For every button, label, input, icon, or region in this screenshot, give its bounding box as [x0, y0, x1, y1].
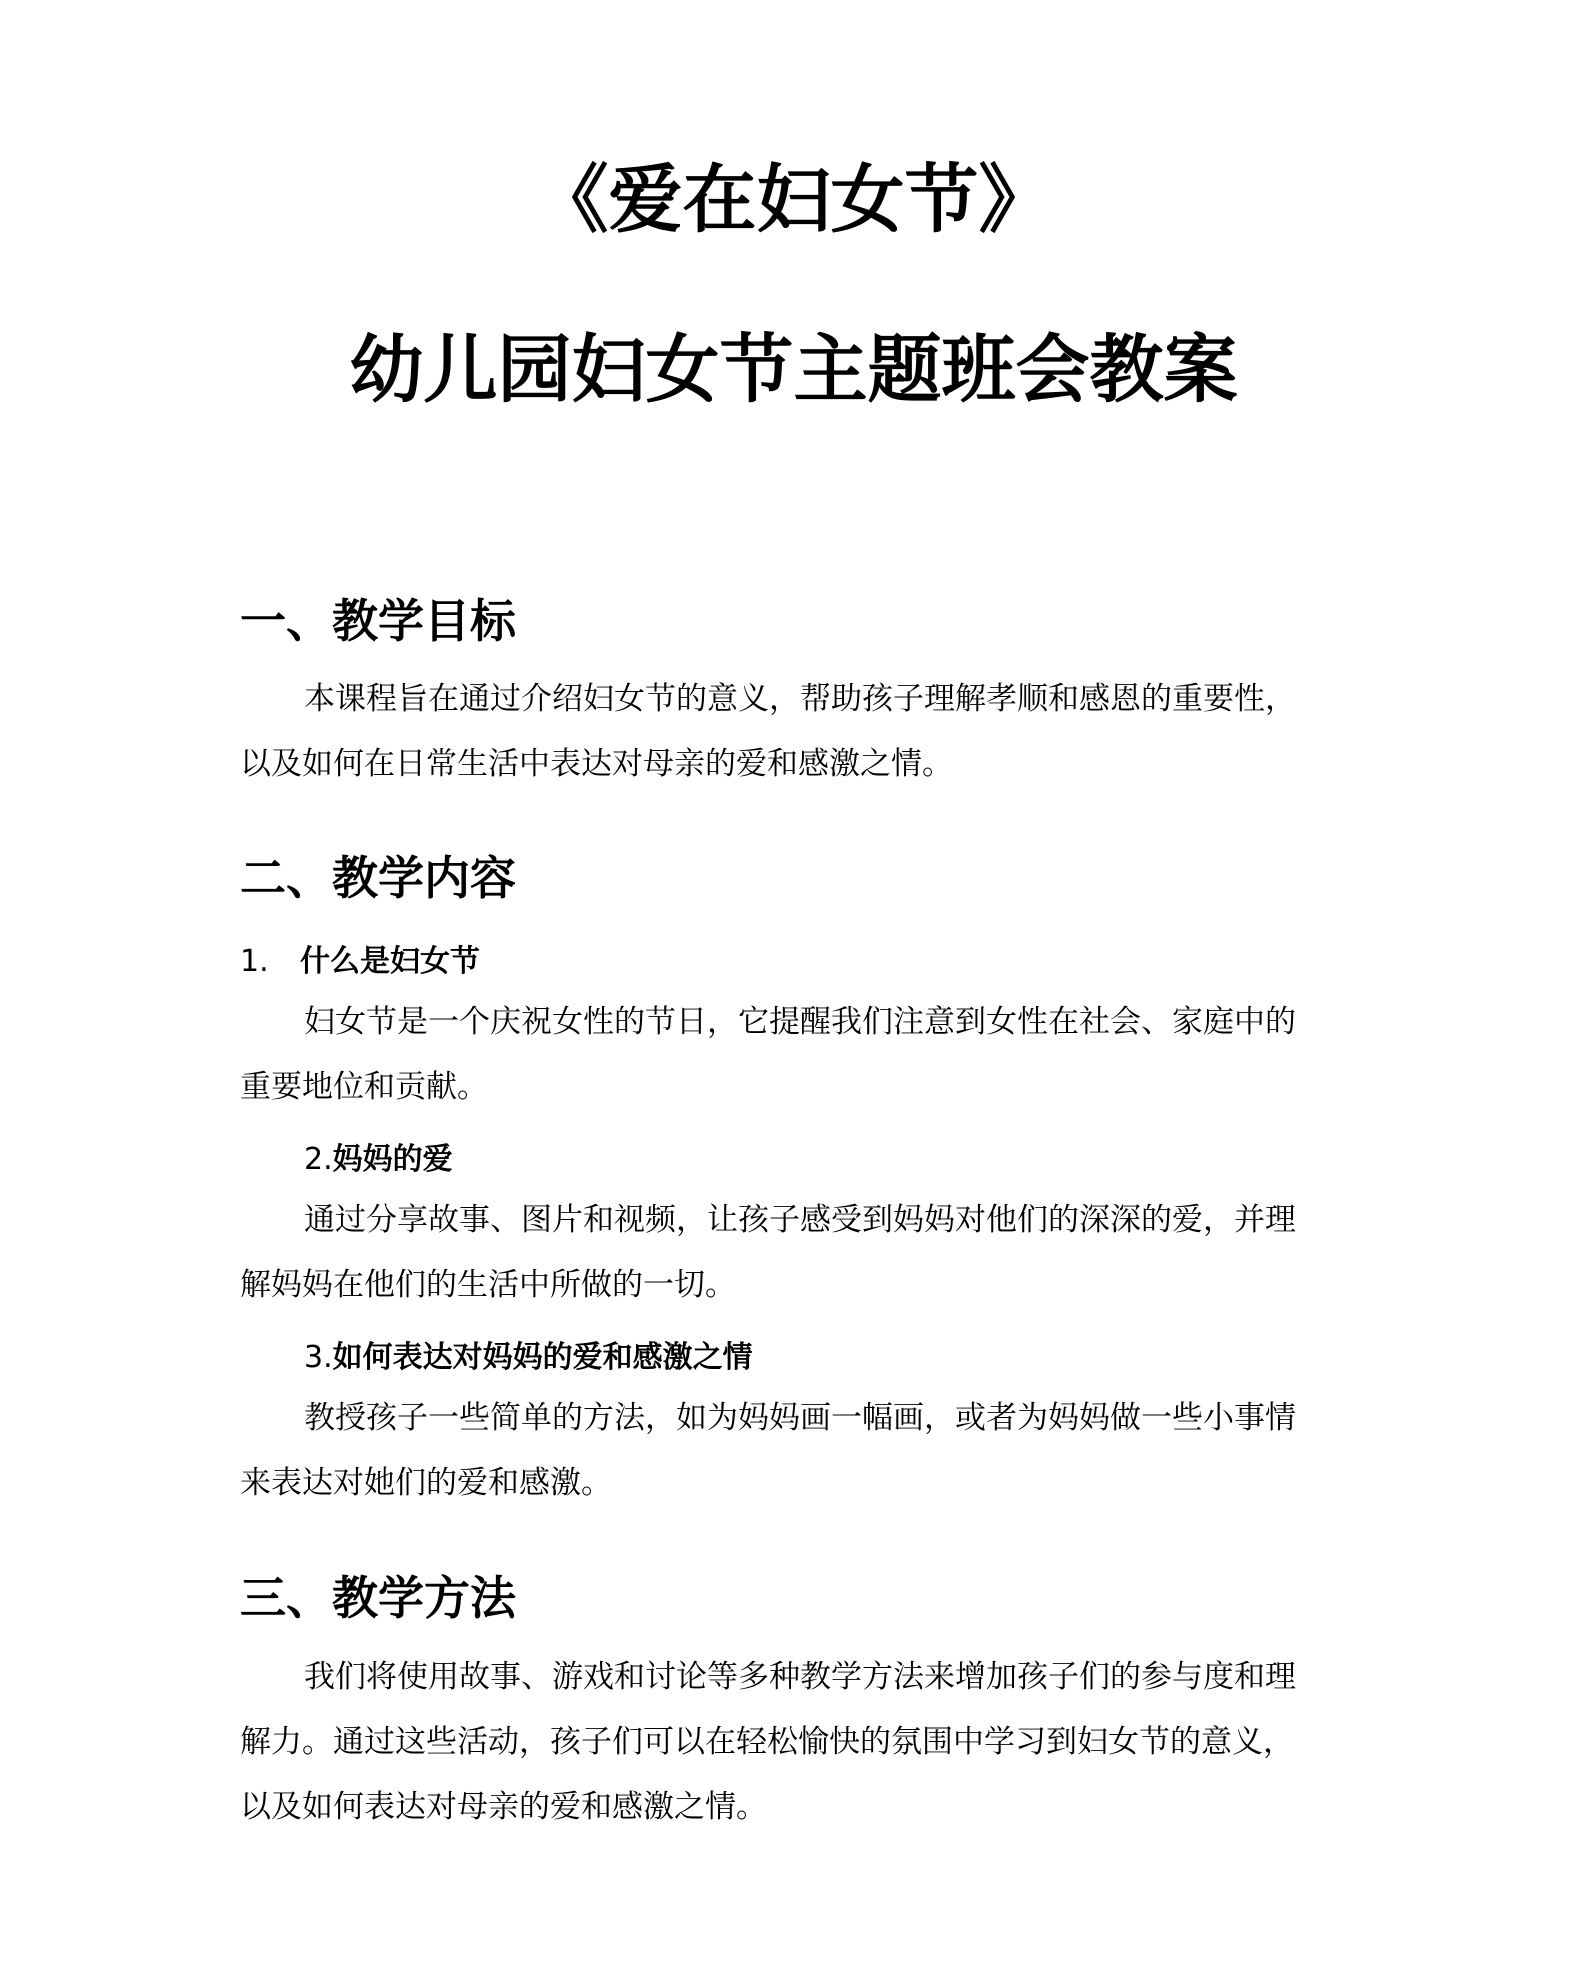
paragraph-teaching-methods	[240, 1645, 1350, 1840]
subheading-item-2	[304, 1142, 453, 1177]
paragraph-line: 我们将使用故事、游戏和讨论等多种教学方法来增加孩子们的参与度和理	[304, 1659, 1296, 1695]
item-number: 3.	[304, 1340, 333, 1375]
paragraph-line: 妇女节是一个庆祝女性的节日，它提醒我们注意到女性在社会、家庭中的	[304, 1004, 1296, 1040]
section-heading-teaching-methods: 三、教学方法	[240, 1571, 516, 1625]
paragraph-line: 本课程旨在通过介绍妇女节的意义，帮助孩子理解孝顺和感恩的重要性，	[304, 681, 1296, 717]
subheading-item-3	[304, 1340, 753, 1375]
paragraph-line: 教授孩子一些简单的方法，如为妈妈画一幅画，或者为妈妈做一些小事情	[304, 1400, 1296, 1436]
section-heading-teaching-content: 二、教学内容	[240, 851, 516, 905]
paragraph-teaching-goals	[240, 667, 1350, 797]
paragraph-line: 以及如何表达对母亲的爱和感激之情。	[240, 1789, 767, 1825]
document-title: 《爱在妇女节》	[534, 157, 1053, 243]
item-number: 2.	[304, 1142, 333, 1177]
subheading-item-1	[240, 944, 480, 979]
paragraph-line: 以及如何在日常生活中表达对母亲的爱和感激之情。	[240, 746, 953, 782]
paragraph-line: 重要地位和贡献。	[240, 1069, 488, 1105]
item-title: 如何表达对妈妈的爱和感激之情	[332, 1340, 753, 1375]
document-subtitle: 幼儿园妇女节主题班会教案	[349, 327, 1238, 413]
paragraph-item-2	[240, 1188, 1350, 1318]
paragraph-line: 解力。通过这些活动，孩子们可以在轻松愉快的氛围中学习到妇女节的意义，	[240, 1724, 1294, 1760]
paragraph-line: 来表达对她们的爱和感激。	[240, 1465, 612, 1501]
paragraph-item-1	[240, 990, 1350, 1120]
item-number: 1.	[240, 944, 269, 979]
paragraph-line: 通过分享故事、图片和视频，让孩子感受到妈妈对他们的深深的爱，并理	[304, 1202, 1296, 1238]
item-title: 妈妈的爱	[332, 1142, 453, 1177]
section-heading-teaching-goals: 一、教学目标	[240, 594, 516, 648]
item-title: 什么是妇女节	[300, 944, 480, 979]
paragraph-line: 解妈妈在他们的生活中所做的一切。	[240, 1267, 736, 1303]
paragraph-item-3	[240, 1386, 1350, 1516]
